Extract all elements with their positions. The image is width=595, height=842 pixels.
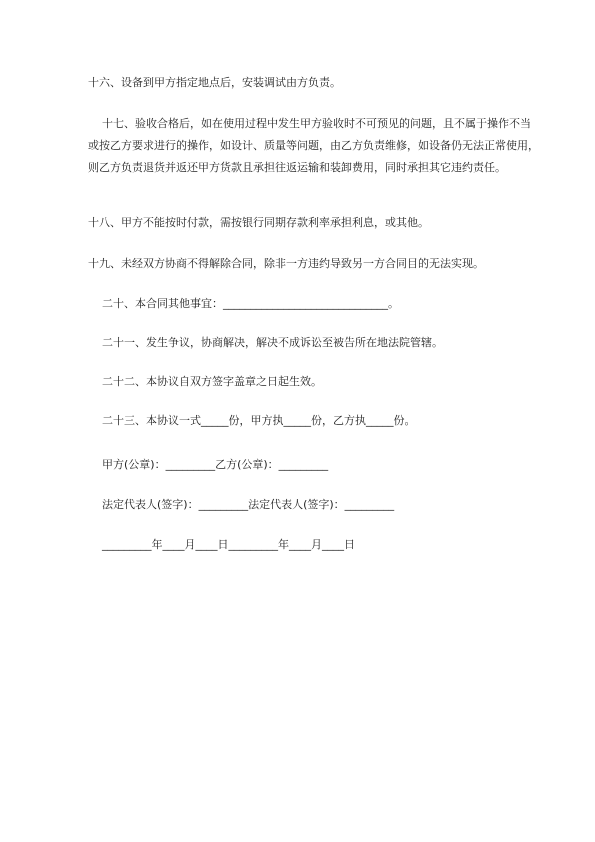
clause-16: 十六、设备到甲方指定地点后，安装调试由方负责。: [88, 76, 341, 89]
clause-23: 二十三、本协议一式_____份，甲方执_____份，乙方执_____份。: [102, 414, 416, 427]
clause-18: 十八、甲方不能按时付款，需按银行同期存款利率承担利息，或其他。: [88, 216, 429, 229]
clause-21: 二十一、发生争议，协商解决，解决不成诉讼至被告所在地法院管辖。: [102, 336, 443, 349]
representative-signature-line: 法定代表人(签字)：_________法定代表人(签字)：_________: [102, 498, 395, 511]
date-line: _________年____月____日_________年____月____日: [102, 538, 355, 551]
clause-17: 十七、验收合格后，如在使用过程中发生甲方验收时不可预见的问题，且不属于操作不当或按乙方要求进行的操作，如设计、质量等问题，由乙方负责维修，如设备仍无法正常使用，则乙方负责退货并返还甲方货款且承担往返运输和装卸费用，同时承担其它违约责任。: [88, 117, 539, 174]
seal-signature-line: 甲方(公章)：_________乙方(公章)：_________: [102, 458, 329, 471]
clause-19: 十九、未经双方协商不得解除合同，除非一方违约导致另一方合同目的无法实现。: [88, 257, 484, 270]
clause-20: 二十、本合同其他事宜：______________________________。: [102, 297, 399, 310]
clause-22: 二十二、本协议自双方签字盖章之日起生效。: [102, 375, 322, 388]
